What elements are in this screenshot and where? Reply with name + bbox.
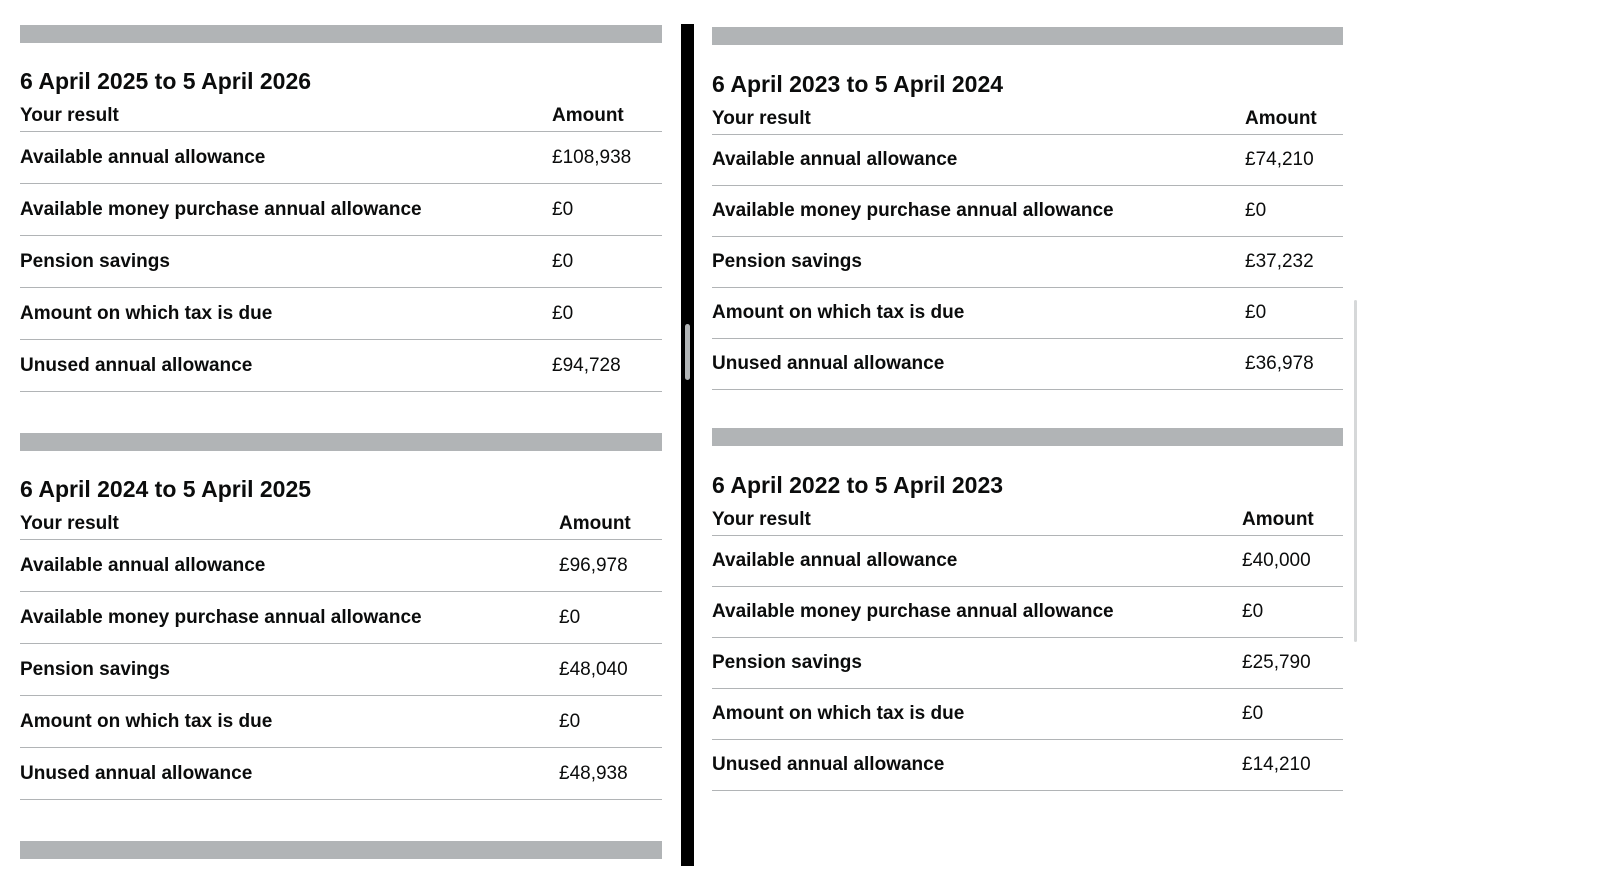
row-label: Unused annual allowance	[20, 748, 559, 800]
row-label: Available annual allowance	[20, 132, 552, 184]
table-row	[20, 340, 662, 392]
left-pane	[20, 0, 662, 889]
split-view-divider[interactable]	[681, 24, 694, 866]
row-label: Amount on which tax is due	[20, 288, 552, 340]
row-label: Pension savings	[712, 237, 1245, 288]
row-amount: £74,210	[1245, 135, 1343, 186]
row-label: Available money purchase annual allowance	[712, 587, 1242, 638]
row-amount: £108,938	[552, 132, 662, 184]
table-row	[712, 339, 1343, 390]
right-pane-scrollbar[interactable]	[1354, 300, 1357, 642]
section-divider-bar	[20, 841, 662, 859]
table-row	[20, 540, 662, 592]
row-label: Amount on which tax is due	[20, 696, 559, 748]
column-header-amount: Amount	[1245, 108, 1343, 135]
row-amount: £0	[559, 696, 662, 748]
row-amount: £0	[1245, 186, 1343, 237]
result-table	[20, 513, 662, 800]
table-row	[712, 638, 1343, 689]
row-label: Amount on which tax is due	[712, 288, 1245, 339]
row-amount: £25,790	[1242, 638, 1343, 689]
row-label: Available annual allowance	[712, 536, 1242, 587]
result-table	[712, 509, 1343, 791]
section-title: 6 April 2023 to 5 April 2024	[712, 71, 1004, 97]
row-label: Amount on which tax is due	[712, 689, 1242, 740]
table-header-row	[20, 105, 662, 132]
section-title: 6 April 2024 to 5 April 2025	[20, 476, 312, 502]
row-amount: £0	[552, 288, 662, 340]
table-header-row	[20, 513, 662, 540]
table-row	[20, 592, 662, 644]
table-row	[712, 135, 1343, 186]
row-amount: £36,978	[1245, 339, 1343, 390]
row-label: Pension savings	[20, 644, 559, 696]
row-label: Unused annual allowance	[712, 339, 1245, 390]
tax-year-section-2022-23	[712, 428, 1343, 791]
section-title: 6 April 2022 to 5 April 2023	[712, 472, 1004, 498]
table-header-row	[712, 108, 1343, 135]
column-header-amount: Amount	[559, 513, 662, 540]
row-label: Unused annual allowance	[20, 340, 552, 392]
row-amount: £0	[1245, 288, 1343, 339]
table-header-row	[712, 509, 1343, 536]
table-row	[20, 184, 662, 236]
section-divider-bar	[712, 27, 1343, 45]
row-label: Available money purchase annual allowance	[712, 186, 1245, 237]
row-amount: £0	[559, 592, 662, 644]
table-row	[20, 696, 662, 748]
row-amount: £96,978	[559, 540, 662, 592]
row-amount: £37,232	[1245, 237, 1343, 288]
row-amount: £0	[1242, 689, 1343, 740]
column-header-result: Your result	[712, 108, 1245, 135]
table-row	[20, 236, 662, 288]
table-row	[20, 644, 662, 696]
column-header-amount: Amount	[1242, 509, 1343, 536]
table-row	[712, 740, 1343, 791]
table-row	[712, 587, 1343, 638]
section-title: 6 April 2025 to 5 April 2026	[20, 68, 312, 94]
row-amount: £48,040	[559, 644, 662, 696]
row-label: Pension savings	[20, 236, 552, 288]
table-row	[712, 689, 1343, 740]
table-row	[712, 288, 1343, 339]
row-amount: £48,938	[559, 748, 662, 800]
row-label: Pension savings	[712, 638, 1242, 689]
row-label: Available money purchase annual allowance	[20, 184, 552, 236]
divider-drag-handle[interactable]	[685, 324, 690, 380]
row-amount: £94,728	[552, 340, 662, 392]
section-divider-bar	[712, 428, 1343, 446]
table-row	[712, 237, 1343, 288]
section-divider-bar	[20, 433, 662, 451]
row-amount: £0	[1242, 587, 1343, 638]
table-row	[20, 288, 662, 340]
row-label: Available annual allowance	[20, 540, 559, 592]
result-table	[712, 108, 1343, 390]
column-header-result: Your result	[712, 509, 1242, 536]
column-header-result: Your result	[20, 513, 559, 540]
table-row	[712, 186, 1343, 237]
column-header-result: Your result	[20, 105, 552, 132]
column-header-amount: Amount	[552, 105, 662, 132]
table-row	[20, 748, 662, 800]
row-amount: £0	[552, 184, 662, 236]
row-amount: £40,000	[1242, 536, 1343, 587]
row-label: Unused annual allowance	[712, 740, 1242, 791]
table-row	[712, 536, 1343, 587]
tax-year-section-2023-24	[712, 27, 1343, 390]
section-divider-bar	[20, 25, 662, 43]
row-amount: £14,210	[1242, 740, 1343, 791]
tax-year-section-2024-25	[20, 433, 662, 800]
row-label: Available money purchase annual allowance	[20, 592, 559, 644]
row-label: Available annual allowance	[712, 135, 1245, 186]
table-row	[20, 132, 662, 184]
tax-year-section-2025-26	[20, 25, 662, 392]
result-table	[20, 105, 662, 392]
right-pane	[712, 0, 1343, 889]
row-amount: £0	[552, 236, 662, 288]
